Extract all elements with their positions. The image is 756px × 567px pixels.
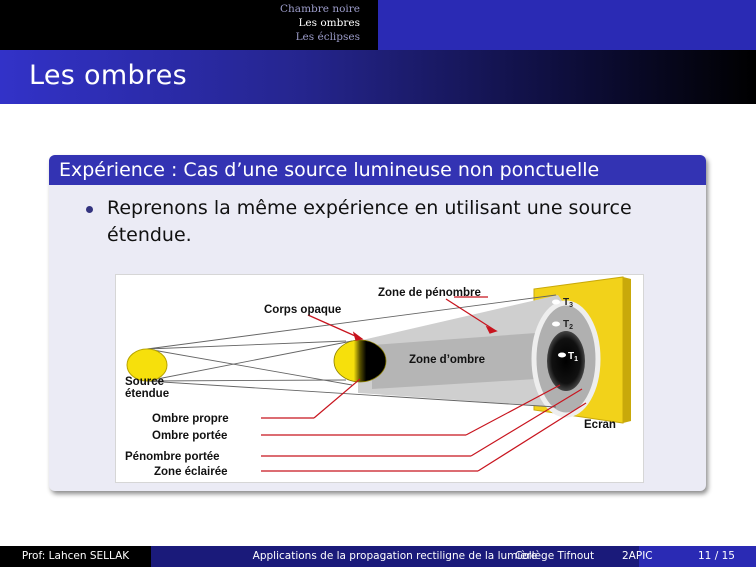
frame-title: Les ombres xyxy=(29,60,187,91)
label-t2-letter: T xyxy=(563,319,570,330)
footer-bar xyxy=(0,546,756,567)
label-t1-letter: T xyxy=(568,351,575,362)
nav-section-les-ombres[interactable]: Les ombres xyxy=(298,17,360,29)
opaque-body xyxy=(334,340,386,382)
label-ombre-propre: Ombre propre xyxy=(152,413,229,425)
label-zone-eclairee: Zone éclairée xyxy=(154,466,228,478)
footer-title: Applications de la propagation rectiligne de la lumière xyxy=(151,546,639,567)
block-body xyxy=(49,185,706,249)
block-title: Expérience : Cas d’une source lumineuse non ponctuelle xyxy=(49,155,706,185)
label-ombre-portee: Ombre portée xyxy=(152,430,228,442)
nav-section-chambre-noire[interactable]: Chambre noire xyxy=(280,3,360,15)
label-zone-penombre: Zone de pénombre xyxy=(378,287,481,299)
point-t1 xyxy=(558,353,566,358)
label-zone-ombre: Zone d’ombre xyxy=(409,354,486,366)
nav-section-les-eclipses[interactable]: Les éclipses xyxy=(295,31,360,43)
top-navigation-right-panel xyxy=(378,0,756,50)
label-source-line1: Source xyxy=(125,376,164,388)
label-source-line2: étendue xyxy=(125,388,170,400)
label-corps-opaque: Corps opaque xyxy=(264,304,342,316)
frame-title-bar xyxy=(0,50,756,104)
label-ecran: Ecran xyxy=(584,419,616,431)
label-penombre-portee: Pénombre portée xyxy=(125,451,220,463)
shadow-diagram xyxy=(115,274,644,483)
point-t2 xyxy=(552,322,560,327)
label-t2-subscript: 2 xyxy=(569,324,574,331)
section-navigation xyxy=(280,2,360,44)
screen-side xyxy=(623,277,631,423)
footer-info xyxy=(515,546,756,567)
label-t3-subscript: 3 xyxy=(569,302,574,309)
umbra-spot xyxy=(547,331,585,391)
label-t3-letter: T xyxy=(563,297,570,308)
shadow-diagram-svg xyxy=(116,275,643,482)
label-t1-subscript: 1 xyxy=(574,356,579,363)
bullet-text: Reprenons la même expérience en utilisant une source étendue. xyxy=(107,197,632,246)
footer-level: 2APIC xyxy=(622,550,653,562)
footer-school: Collège Tifnout xyxy=(515,550,595,562)
bullet-icon xyxy=(86,206,93,213)
top-navigation-bar xyxy=(0,0,756,50)
point-t3 xyxy=(552,300,560,305)
footer-page[interactable]: 11 / 15 xyxy=(698,550,735,562)
footer-author: Prof: Lahcen SELLAK xyxy=(0,546,151,567)
